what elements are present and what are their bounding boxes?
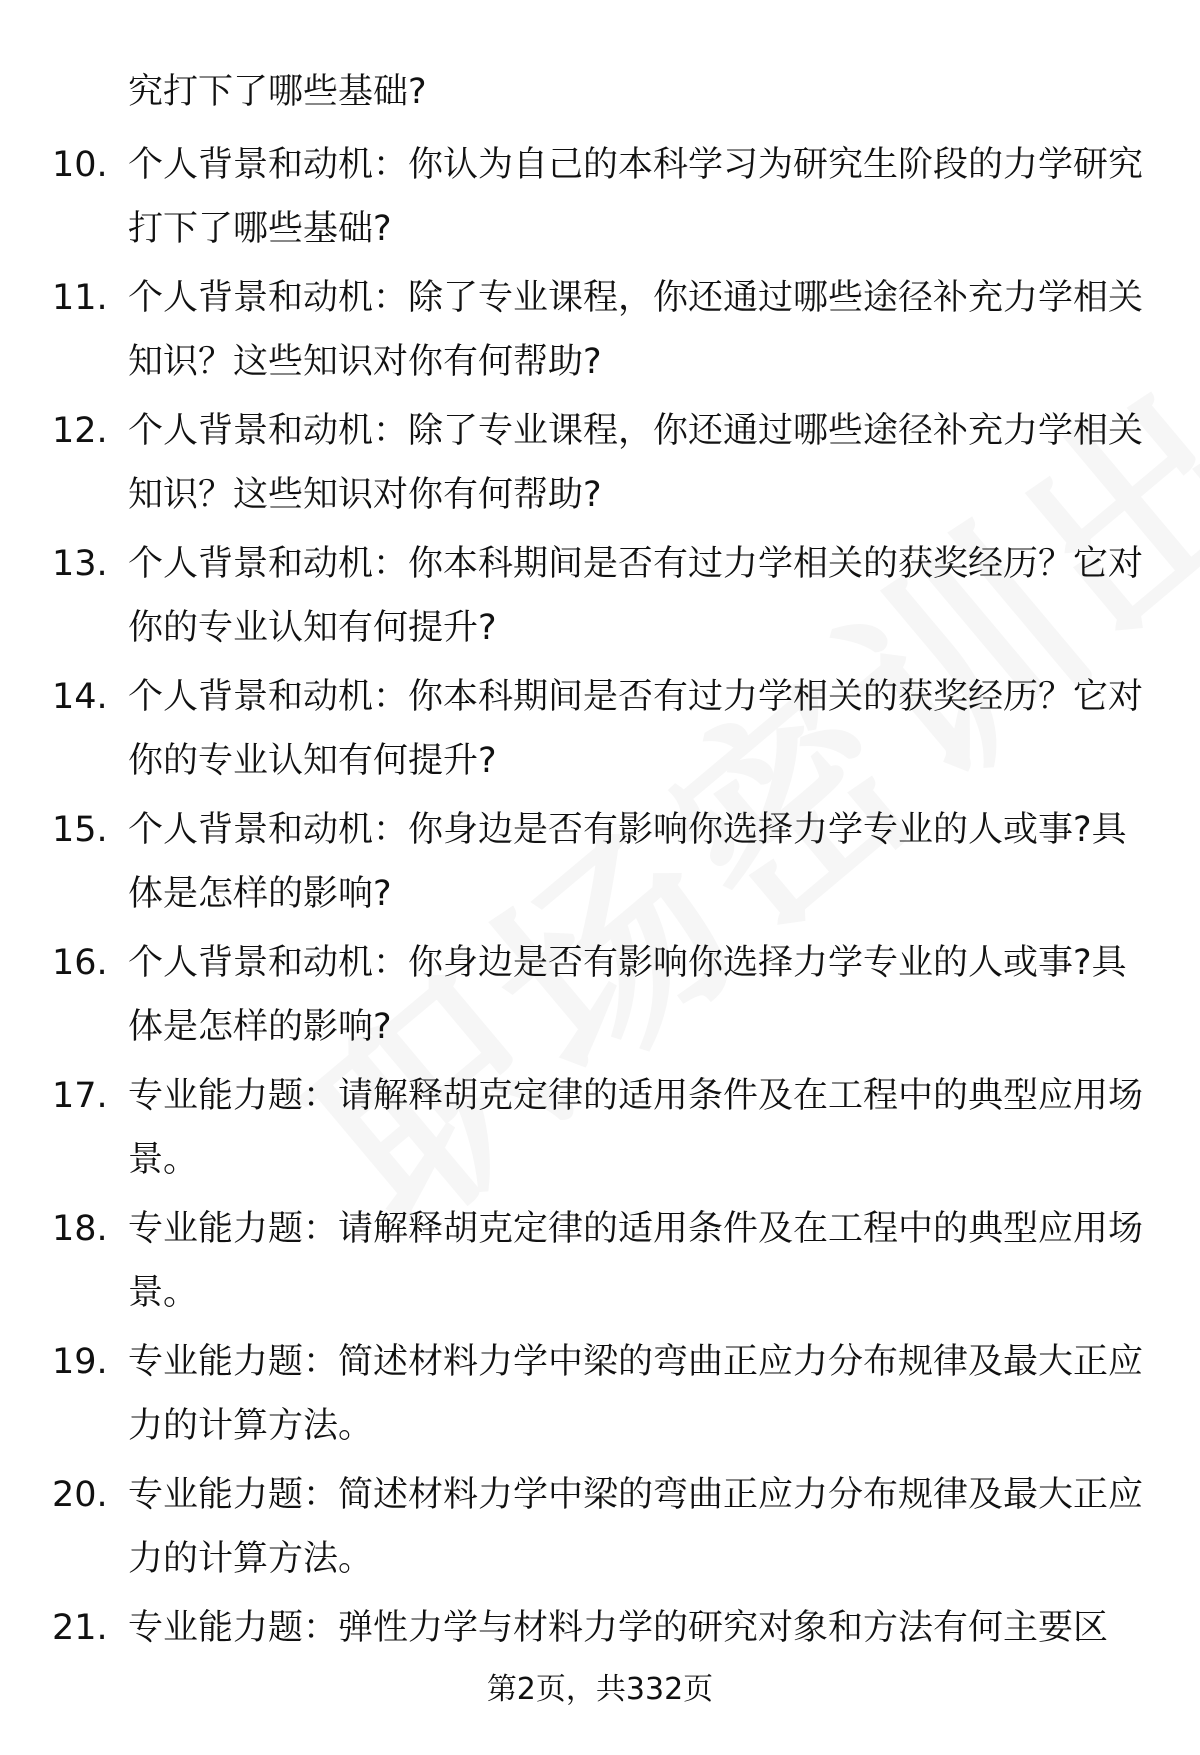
question-number: 10. xyxy=(52,145,108,185)
question-number: 17. xyxy=(52,1076,108,1116)
question-number: 16. xyxy=(52,943,108,983)
page-footer: 第2页，共332页 xyxy=(486,1672,714,1707)
question-item xyxy=(0,532,1200,665)
question-item xyxy=(0,931,1200,1064)
continued-text: 究打下了哪些基础? xyxy=(128,72,427,112)
question-text: 个人背景和动机：你本科期间是否有过力学相关的获奖经历？它对你的专业认知有何提升? xyxy=(128,677,1144,781)
question-list xyxy=(0,133,1200,1729)
question-text: 专业能力题：请解释胡克定律的适用条件及在工程中的典型应用场景。 xyxy=(128,1209,1144,1313)
question-item xyxy=(0,266,1200,399)
question-item xyxy=(0,133,1200,266)
question-item xyxy=(0,1330,1200,1463)
question-number: 15. xyxy=(52,810,108,850)
question-text: 专业能力题：简述材料力学中梁的弯曲正应力分布规律及最大正应力的计算方法。 xyxy=(128,1342,1144,1446)
question-item xyxy=(0,1463,1200,1596)
question-item xyxy=(0,399,1200,532)
question-item xyxy=(0,798,1200,931)
question-text: 个人背景和动机：除了专业课程，你还通过哪些途径补充力学相关知识？这些知识对你有何帮助? xyxy=(128,411,1144,515)
question-text: 个人背景和动机：除了专业课程，你还通过哪些途径补充力学相关知识？这些知识对你有何帮助? xyxy=(128,278,1144,382)
question-text: 个人背景和动机：你身边是否有影响你选择力学专业的人或事?具体是怎样的影响? xyxy=(128,943,1127,1047)
question-text: 专业能力题：简述材料力学中梁的弯曲正应力分布规律及最大正应力的计算方法。 xyxy=(128,1475,1144,1579)
question-number: 20. xyxy=(52,1475,108,1515)
question-item xyxy=(0,1064,1200,1197)
question-text: 个人背景和动机：你身边是否有影响你选择力学专业的人或事?具体是怎样的影响? xyxy=(128,810,1127,914)
question-number: 18. xyxy=(52,1209,108,1249)
question-number: 13. xyxy=(52,544,108,584)
question-text: 个人背景和动机：你本科期间是否有过力学相关的获奖经历？它对你的专业认知有何提升? xyxy=(128,544,1144,648)
question-number: 14. xyxy=(52,677,108,717)
question-text: 专业能力题：请解释胡克定律的适用条件及在工程中的典型应用场景。 xyxy=(128,1076,1144,1180)
question-number: 11. xyxy=(52,278,108,318)
question-item xyxy=(0,665,1200,798)
question-item xyxy=(0,1197,1200,1330)
question-text: 个人背景和动机：你认为自己的本科学习为研究生阶段的力学研究打下了哪些基础? xyxy=(128,145,1144,249)
question-number: 21. xyxy=(52,1608,108,1648)
question-number: 19. xyxy=(52,1342,108,1382)
question-text: 专业能力题：弹性力学与材料力学的研究对象和方法有何主要区 xyxy=(128,1608,1109,1648)
question-number: 12. xyxy=(52,411,108,451)
